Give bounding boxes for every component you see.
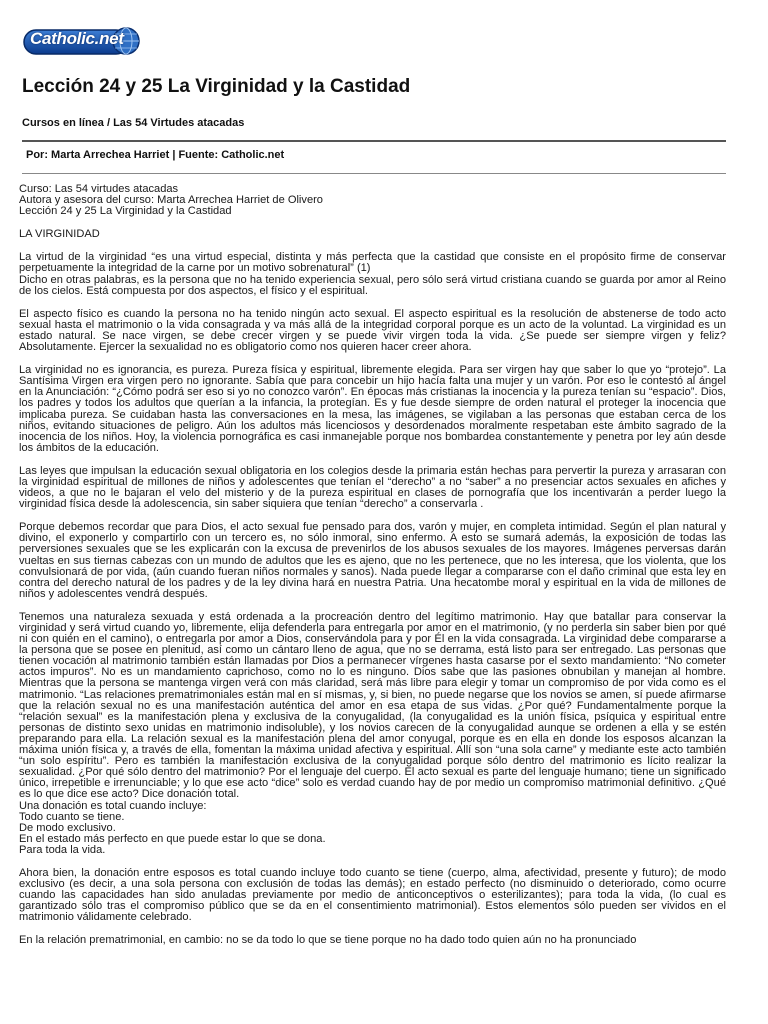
body-paragraph bbox=[19, 935, 726, 946]
body-paragraph bbox=[19, 252, 726, 296]
body-paragraph bbox=[19, 309, 726, 353]
header-block bbox=[19, 184, 726, 217]
logo-text[interactable]: Catholic.net bbox=[30, 29, 124, 48]
divider-top bbox=[22, 140, 726, 142]
breadcrumb[interactable]: Cursos en línea / Las 54 Virtudes atacadas bbox=[22, 117, 245, 129]
paragraph-line: La virginidad no es ignorancia, es pureza. Pureza física y espiritual, libremente elegida. Para ser virgen hay que saber lo que yo “protejo”. La Santísima Virgen era virgen pero no ignorante. Sabía que para concebir un hijo hacía falta una mujer y un varón. Por eso le contestó al ángel en la Anunciación: “¿Cómo podrá ser eso si yo no conozco varón”. En épocas más cristianas la inocencia y la pureza tenían su “espacio”. Dios, los padres y todos los adultos que querían a la infancia, la protegían. Es y fue desde siempre de orden natural el proteger la inocencia que implicaba pureza. Se cuidaban hasta las conversaciones en la mesa, las imágenes, se vigilaban a las personas que estaban cerca de los niños, evitando situaciones de peligro. Aún los adultos más licenciosos y desordenados moralmente respetaban este ámbito sagrado de la inocencia de los niños. Hoy, la violencia pornográfica es casi inmanejable porque nos bombardea constantemente y penetra por ley aún desde los ámbitos de la educación. bbox=[19, 364, 726, 454]
paragraph-line: Dicho en otras palabras, es la persona que no ha tenido experiencia sexual, pero sólo será virtud cristiana cuando se guarda por amor al Reino de los cielos. Está compuesta por dos aspectos, el físico y el espiritual. bbox=[19, 273, 726, 297]
paragraph-line: Para toda la vida. bbox=[19, 843, 106, 856]
header-line: Lección 24 y 25 La Virginidad y la Castidad bbox=[19, 205, 232, 218]
body-paragraph bbox=[19, 612, 726, 856]
paragraph-line: En el estado más perfecto en que puede estar lo que se dona. bbox=[19, 832, 326, 845]
header-line: Curso: Las 54 virtudes atacadas bbox=[19, 183, 179, 195]
paragraph-line: Todo cuanto se tiene. bbox=[19, 810, 125, 823]
divider-bottom bbox=[22, 173, 726, 174]
body-paragraph bbox=[19, 868, 726, 923]
paragraph-line: Las leyes que impulsan la educación sexual obligatoria en los colegios desde la primaria están hechas para pervertir la pureza y arrasaran con la virginidad espiritual de millones de niños y adolescentes que tenían el “derecho” a no “saber” a no presenciar actos sexuales en afiches y videos, a que no le bajaran el velo del misterio y de la pureza espiritual en clases de pornografía que los incentivarán a perder luego la virginidad física desde la adolescencia, sin saber siquiera que tenían “derecho” a conservarla . bbox=[19, 464, 726, 511]
paragraph-line: Una donación es total cuando incluye: bbox=[19, 799, 207, 812]
paragraph-line: De modo exclusivo. bbox=[19, 821, 116, 834]
paragraph-line: La virtud de la virginidad “es una virtud especial, distinta y más perfecta que la castidad que consiste en el propósito firme de conservar perpetuamente la integridad de la carne por un motivo sobrenatural” (1) bbox=[19, 251, 726, 275]
article-body bbox=[19, 184, 726, 959]
page-title: Lección 24 y 25 La Virginidad y la Castidad bbox=[22, 76, 411, 97]
section-heading: LA VIRGINIDAD bbox=[19, 228, 100, 241]
body-paragraph bbox=[19, 365, 726, 454]
paragraph-line: Porque debemos recordar que para Dios, el acto sexual fue pensado para dos, varón y mujer, en completa intimidad. Según el plan natural y divino, el exponerlo y compartirlo con un tercero es, no sólo inmoral, sino enfermo. A esto se sumará además, la exposición de todas las perversiones sexuales que se les explicarán con la excusa de prevenirlos de los abusos sexuales de los mayores. Imágenes perversas darán vueltas en sus tiernas cabezas con un mundo de adultos que les es ajeno, que no les pertenece, que no les interesa, que los violenta, que los convulsionará de por vida, (aún cuando fueran niños normales y sanos). Nada puede llegar a compararse con el daño criminal que esta ley en contra del derecho natural de los padres y de la ley divina hará en nuestra Patria. Una hecatombe moral y espiritual en la vida de millones de niños y adolescentes vendrá después. bbox=[19, 521, 726, 600]
paragraph-line: Tenemos una naturaleza sexuada y está ordenada a la procreación dentro del legítimo matrimonio. Hay que batallar para conservar la virginidad y será virtud cuando yo, libremente, elija defenderla para entregarla por amor en el matrimonio, (y no perderla sin saber bien por qué ni con quién en el camino), o entregarla por amor a Dios, conservándola para y por Él en la vida consagrada. La virginidad debe compararse a la persona que se posee en plenitud, así como un cántaro lleno de agua, que no se derrama, está listo para ser entregado. Las personas que tienen vocación al matrimonio también están llamadas por Dios a permanecer vírgenes hasta casarse por el sexto mandamiento: “No cometer actos impuros”. No es un mandamiento caprichoso, como no lo es ninguno. Dios sabe que las pasiones obnubilan y manejan al hombre. Mientras que la persona se mantenga virgen verá con más claridad, será más libre para elegir y tomar un compromiso de por vida como es el matrimonio. “Las relaciones prematrimoniales están mal en sí mismas, y, si bien, no puede negarse que los novios se amen, sí puede afirmarse que la relación sexual no es una manifestación auténtica del amor en esa etapa de sus vidas. ¿Por qué? Fundamentalmente porque la “relación sexual” es la manifestación plena y exclusiva de la conyugalidad, (la conyugalidad es la unión física, psíquica y espiritual entre personas de distinto sexo unidas en matrimonio indisoluble), y los novios carecen de la conyugalidad aunque se ordenen a ella y se estén preparando para ella. La relación sexual es la manifestación plena del amor conyugal, porque es en ella en donde los esposos alcanzan la máxima unión física y, a través de ella, fomentan la máxima unidad afectiva y espiritual. Allí son “una sola carne” y mediante este acto también “un solo espíritu”. Pero es también la manifestación exclusiva de la conyugalidad porque sólo dentro del matrimonio es lícito realizar la sexualidad. ¿Por qué sólo dentro del matrimonio? Por el lenguaje del cuerpo. El acto sexual es parte del lenguaje humano; tiene un significado único, irrepetible e irrenunciable; y lo que ese acto “dice” solo es verdad cuando hay de por medio un compromiso matrimonial definitivo. ¿Qué es lo que dice ese acto? Dice donación total. bbox=[19, 610, 726, 801]
header-line: Autora y asesora del curso: Marta Arrechea Harriet de Olivero bbox=[19, 194, 323, 207]
body-paragraph bbox=[19, 522, 726, 600]
body-paragraph bbox=[19, 466, 726, 510]
paragraph-line: El aspecto físico es cuando la persona no ha tenido ningún acto sexual. El aspecto espiritual es la resolución de abstenerse de todo acto sexual hasta el matrimonio o la vida consagrada y va más allá de la integridad corporal porque es un acto de la voluntad. La virginidad es un estado natural. Se nace virgen, se debe crecer virgen y se puede vivir virgen toda la vida. ¿Se puede ser siempre virgen y feliz? Absolutamente. Ejercer la sexualidad no es obligatorio como nos quieren hacer creer ahora. bbox=[19, 307, 726, 354]
paragraph-line: Ahora bien, la donación entre esposos es total cuando incluye todo cuanto se tiene (cuerpo, alma, afectividad, presente y futuro); de modo exclusivo (es decir, a una sola persona con exclusión de todas las demás); en estado perfecto (no disminuido o deteriorado, como ocurre cuando las capacidades han sido anuladas previamente por medio de anticonceptivos o esterilizantes); para toda la vida, (lo cual es garantizado sólo tras el compromiso público que se da en el consentimiento matrimonial). Estos elementos sólo pueden ser vividos en el matrimonio válidamente celebrado. bbox=[19, 866, 726, 924]
paragraph-list bbox=[19, 252, 726, 946]
paragraph-line: En la relación prematrimonial, en cambio: no se da todo lo que se tiene porque no ha dado todo quien aún no ha pronunciado bbox=[19, 934, 637, 947]
author-byline: Por: Marta Arrechea Harriet | Fuente: Catholic.net bbox=[26, 149, 285, 161]
